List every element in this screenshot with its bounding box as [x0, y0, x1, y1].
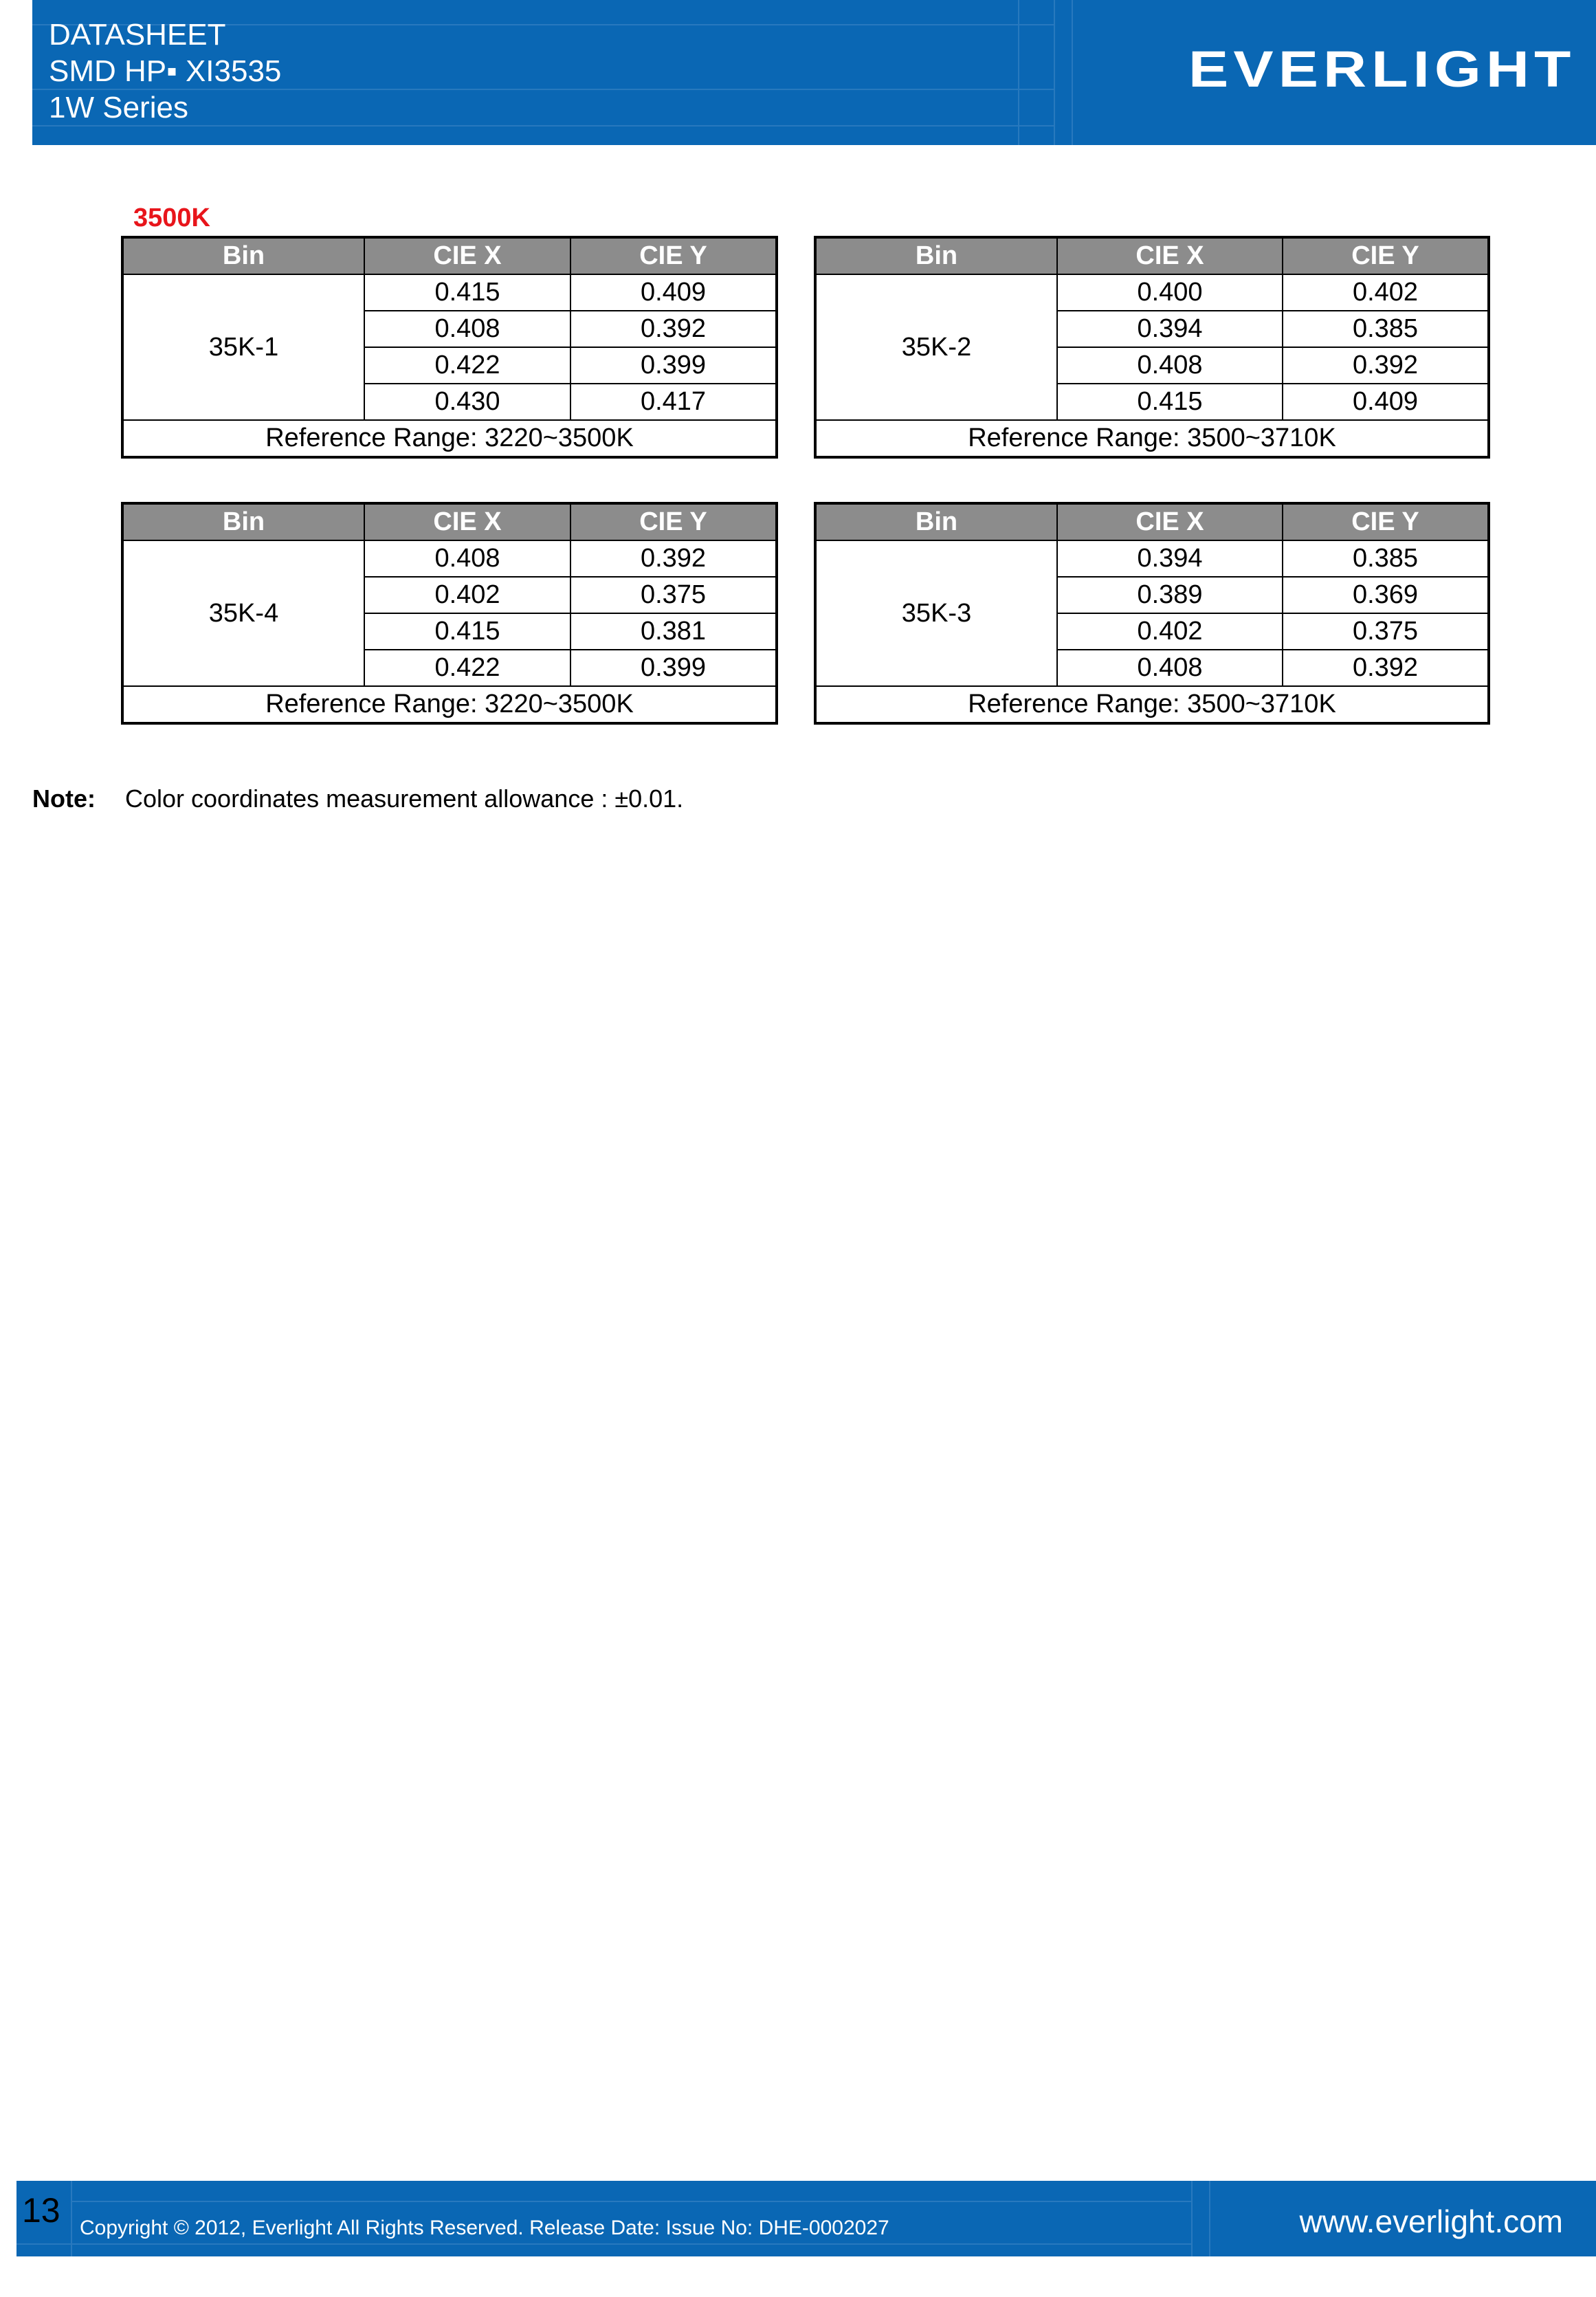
- cie-y-cell: 0.402: [1283, 274, 1489, 311]
- cie-y-cell: 0.375: [570, 577, 777, 613]
- cie-x-cell: 0.408: [1057, 347, 1283, 384]
- reference-range-cell: Reference Range: 3500~3710K: [815, 420, 1489, 457]
- column-header-bin: Bin: [815, 503, 1057, 540]
- header-line-datasheet: DATASHEET: [49, 18, 226, 52]
- cie-x-cell: 0.389: [1057, 577, 1283, 613]
- cie-y-cell: 0.375: [1283, 613, 1489, 650]
- bin-name-cell: 35K-4: [122, 540, 364, 686]
- cie-x-cell: 0.430: [364, 384, 570, 420]
- document-title: [49, 17, 281, 126]
- column-header-cie-x: CIE X: [1057, 237, 1283, 274]
- column-header-bin: Bin: [815, 237, 1057, 274]
- column-header-bin: Bin: [122, 237, 364, 274]
- cie-x-cell: 0.422: [364, 347, 570, 384]
- cie-x-cell: 0.408: [1057, 650, 1283, 686]
- table-row: [122, 274, 777, 311]
- cie-x-cell: 0.408: [364, 540, 570, 577]
- bin-name-cell: 35K-1: [122, 274, 364, 420]
- cie-y-cell: 0.381: [570, 613, 777, 650]
- column-header-cie-y: CIE Y: [570, 237, 777, 274]
- cie-y-cell: 0.385: [1283, 540, 1489, 577]
- everlight-logo: EVERLIGHT: [1188, 41, 1575, 98]
- note-text: Color coordinates measurement allowance : ±0.01.: [125, 784, 684, 813]
- cie-x-cell: 0.415: [364, 274, 570, 311]
- cie-y-cell: 0.385: [1283, 311, 1489, 347]
- page-header: [32, 0, 1596, 145]
- column-header-cie-x: CIE X: [364, 503, 570, 540]
- section-label-3500k: 3500K: [133, 204, 210, 232]
- cie-y-cell: 0.392: [570, 311, 777, 347]
- reference-range-cell: Reference Range: 3220~3500K: [122, 686, 777, 723]
- bin-name-cell: 35K-3: [815, 540, 1057, 686]
- cie-y-cell: 0.392: [570, 540, 777, 577]
- cie-y-cell: 0.392: [1283, 347, 1489, 384]
- page-number: 13: [22, 2191, 60, 2230]
- table-row: [815, 540, 1489, 577]
- cie-x-cell: 0.402: [1057, 613, 1283, 650]
- header-line-product: SMD HP▪ XI3535: [49, 54, 282, 88]
- bin-table-35k-4: [121, 502, 778, 725]
- cie-x-cell: 0.408: [364, 311, 570, 347]
- column-header-bin: Bin: [122, 503, 364, 540]
- column-header-cie-y: CIE Y: [1283, 503, 1489, 540]
- column-header-cie-x: CIE X: [1057, 503, 1283, 540]
- reference-range-cell: Reference Range: 3220~3500K: [122, 420, 777, 457]
- note-label: Note:: [32, 784, 96, 813]
- cie-y-cell: 0.399: [570, 347, 777, 384]
- table-row: [815, 274, 1489, 311]
- cie-y-cell: 0.392: [1283, 650, 1489, 686]
- page-footer: [16, 2181, 1596, 2256]
- column-header-cie-x: CIE X: [364, 237, 570, 274]
- cie-x-cell: 0.422: [364, 650, 570, 686]
- note: [32, 784, 683, 813]
- column-header-cie-y: CIE Y: [1283, 237, 1489, 274]
- website-link[interactable]: www.everlight.com: [1299, 2203, 1563, 2239]
- cie-x-cell: 0.415: [364, 613, 570, 650]
- cie-x-cell: 0.394: [1057, 540, 1283, 577]
- table-row: [122, 540, 777, 577]
- column-header-cie-y: CIE Y: [570, 503, 777, 540]
- bin-name-cell: 35K-2: [815, 274, 1057, 420]
- cie-x-cell: 0.415: [1057, 384, 1283, 420]
- cie-y-cell: 0.409: [570, 274, 777, 311]
- cie-y-cell: 0.369: [1283, 577, 1489, 613]
- cie-x-cell: 0.400: [1057, 274, 1283, 311]
- cie-y-cell: 0.417: [570, 384, 777, 420]
- cie-x-cell: 0.394: [1057, 311, 1283, 347]
- cie-y-cell: 0.409: [1283, 384, 1489, 420]
- header-line-series: 1W Series: [49, 91, 188, 124]
- reference-range-cell: Reference Range: 3500~3710K: [815, 686, 1489, 723]
- copyright-text: Copyright © 2012, Everlight All Rights Reserved. Release Date: Issue No: DHE-0002027: [80, 2217, 889, 2239]
- cie-x-cell: 0.402: [364, 577, 570, 613]
- bin-table-35k-2: [814, 236, 1490, 459]
- bin-table-35k-1: [121, 236, 778, 459]
- bin-table-35k-3: [814, 502, 1490, 725]
- cie-y-cell: 0.399: [570, 650, 777, 686]
